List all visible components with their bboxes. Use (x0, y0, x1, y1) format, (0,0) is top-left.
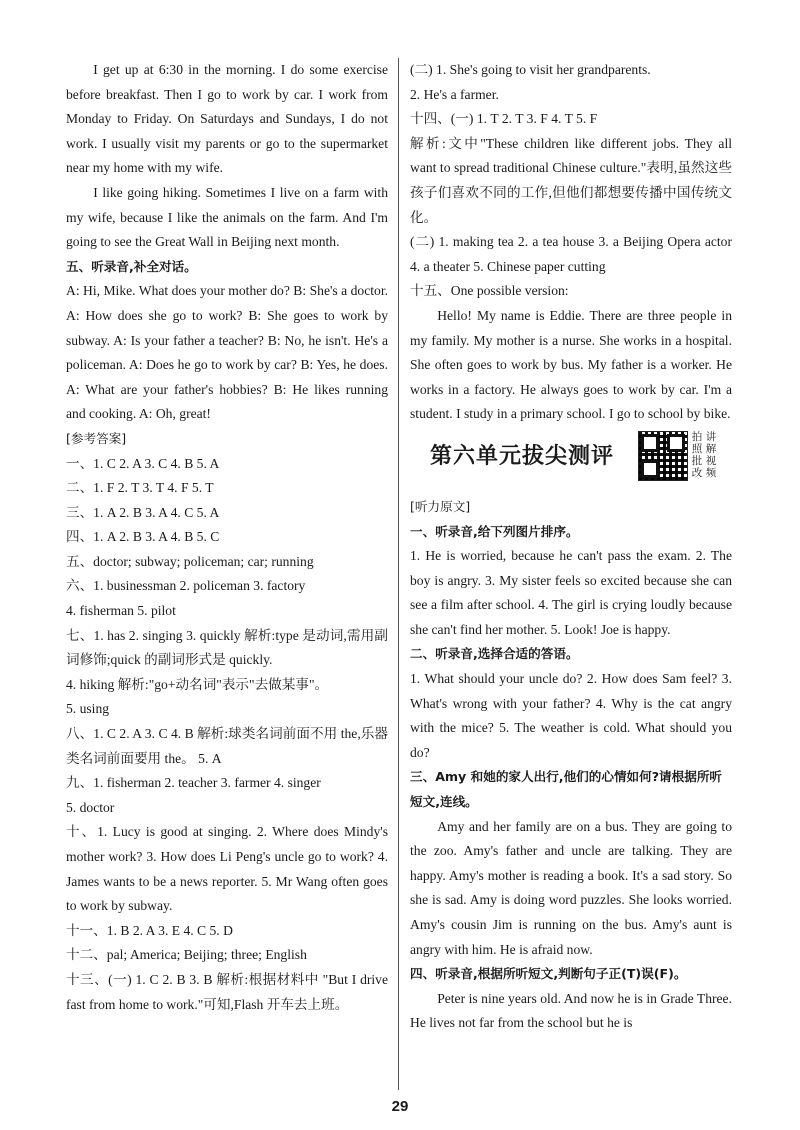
answer-line: 2. He's a farmer. (410, 86, 499, 102)
listening-heading: [听力原文] (410, 498, 471, 514)
answer-line: 十四、(一) 1. T 2. T 3. F 4. T 5. F (410, 111, 598, 127)
answer-line: 4. hiking 解析:"go+动名词"表示"去做某事"。 (66, 676, 329, 692)
answer-line: (二) 1. She's going to visit her grandparents. (410, 62, 651, 77)
passage-paragraph-2: I like going hiking. Sometimes I live on a farm with my wife, because I like the animals on the farm. And I'm going to see the Great Wall in Beijing next month. (66, 184, 388, 250)
answer-line: 三、1. A 2. B 3. A 4. C 5. A (66, 504, 220, 520)
unit-title-row (410, 431, 732, 489)
passage-paragraph-1: I get up at 6:30 in the morning. I do some exercise before breakfast. Then I go to work by car. I work from Monday to Friday. On Saturdays and Sundays, I do not work. I usually visit my parents or go to the supermarket near my home with my wife. (66, 62, 388, 176)
section-3-text: Amy and her family are on a bus. They are going to the zoo. Amy's father and uncle are talking. They are happy. Amy's mother is reading a book. It's a sad story. So she is sad. Amy is doing word puzzles. She looks worried. Amy's cousin Jim is running on the bus. Amy's aunt is angry with him. He is afraid now. (410, 818, 732, 957)
answer-line: 十二、pal; America; Beijing; three; English (66, 947, 307, 963)
unit-title: 第六单元拔尖测评 (430, 443, 615, 469)
answer-line: 八、1. C 2. A 3. C 4. B 解析:球类名词前面不用 the,乐器类名词前面要用 the。 5. A (66, 726, 388, 766)
section-5-heading: 五、听录音,补全对话。 (66, 258, 197, 274)
answer-line: 十、1. Lucy is good at singing. 2. Where does Mindy's mother work? 3. How does Li Peng's uncle go to work? 4. James wants to be a news reporter. 5. Mr Wang often goes to work by subway. (66, 824, 388, 914)
dialogue-text: A: Hi, Mike. What does your mother do? B: She's a doctor. A: How does she go to work? B: She goes to work by subway. A: Is your father a teacher? B: No, he isn't. He's a policeman. A: Does he go to work by car? B: Yes, he does. A: What are your father's hobbies? B: He likes running and cooking. A: Oh, great! (66, 283, 388, 422)
answers-heading: [参考答案] (66, 430, 127, 446)
section-4-heading: 四、听录音,根据所听短文,判断句子正(T)误(F)。 (410, 966, 687, 982)
composition-paragraph: Hello! My name is Eddie. There are three people in my family. My mother is a nurse. She works in a hospital. She often goes to work by bus. My father is a worker. He works in a factory. He always goes to work by car. I'm a student. I study in a primary school. I go to school by bike. (410, 307, 732, 422)
answer-line: 十五、One possible version: (410, 283, 569, 299)
section-4-text: Peter is nine years old. And now he is in Grade Three. He lives not far from the school but he is (410, 990, 732, 1031)
section-2-text: 1. What should your uncle do? 2. How does Sam feel? 3. What's wrong with your father? 4. Why is the cat angry with the mice? 5. The weather is cold. What should you do? (410, 671, 732, 760)
answer-line: 十一、1. B 2. A 3. E 4. C 5. D (66, 922, 233, 938)
answer-line: 5. using (66, 701, 110, 717)
right-column (410, 58, 732, 1036)
qr-code-icon[interactable] (638, 431, 688, 481)
column-divider (398, 58, 399, 1090)
section-1-text: 1. He is worried, because he can't pass the exam. 2. The boy is angry. 3. My sister feels so excited because she can see a film after school. 4. The girl is crying loudly because she can't find her mother. 5. Look! Joe is happy. (410, 548, 732, 637)
answer-line: 4. fisherman 5. pilot (66, 603, 176, 619)
answer-line: 二、1. F 2. T 3. T 4. F 5. T (66, 480, 214, 496)
left-column (66, 58, 388, 1017)
answer-line: 解析:文中"These children like different jobs. They all want to spread traditional Chinese culture."表明,虽然这些孩子们喜欢不同的工作,但他们都想要传播中国传统文化。 (410, 135, 732, 225)
answer-line: 一、1. C 2. A 3. C 4. B 5. A (66, 455, 220, 471)
answer-line: 5. doctor (66, 799, 115, 815)
answer-line: 十三、(一) 1. C 2. B 3. B 解析:根据材料中 "But I drive fast from home to work."可知,Flash 开车去上班。 (66, 971, 388, 1012)
answer-line: 六、1. businessman 2. policeman 3. factory (66, 578, 306, 594)
section-1-heading: 一、听录音,给下列图片排序。 (410, 523, 579, 539)
qr-code-label: 拍 照 批 改 讲 解 视 频 (691, 430, 717, 479)
answer-line: 九、1. fisherman 2. teacher 3. farmer 4. singer (66, 775, 321, 791)
answer-line: 四、1. A 2. B 3. A 4. B 5. C (66, 529, 220, 545)
section-2-heading: 二、听录音,选择合适的答语。 (410, 646, 579, 662)
answer-line: 五、doctor; subway; policeman; car; running (66, 553, 314, 569)
page-number: 29 (391, 1098, 409, 1115)
answer-line: (二) 1. making tea 2. a tea house 3. a Beijing Opera actor 4. a theater 5. Chinese paper cutting (410, 234, 732, 274)
answer-line: 七、1. has 2. singing 3. quickly 解析:type 是动词,需用副词修饰;quick 的副词形式是 quickly. (66, 627, 388, 668)
section-3-heading: 三、Amy 和她的家人出行,他们的心情如何?请根据所听短文,连线。 (410, 769, 723, 810)
